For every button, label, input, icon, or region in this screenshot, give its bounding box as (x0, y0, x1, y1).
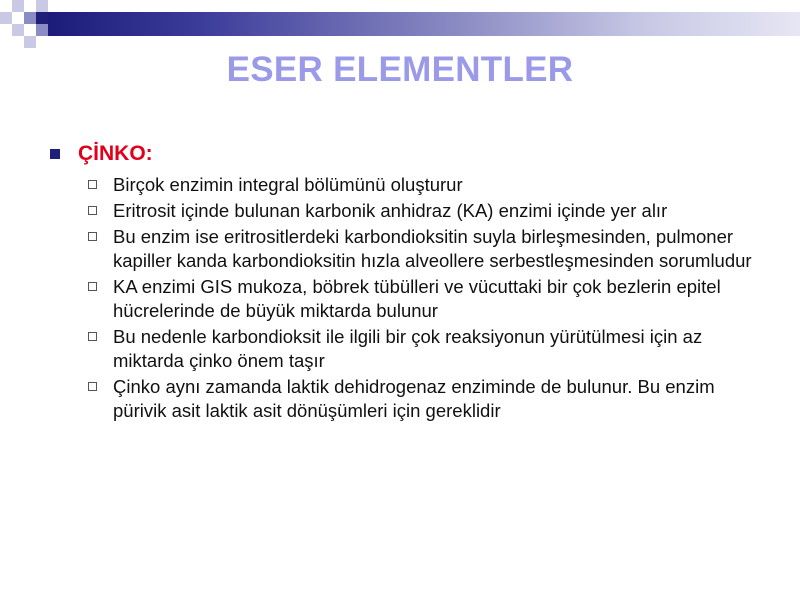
slide-title: ESER ELEMENTLER (226, 50, 574, 89)
header-gradient-bar (48, 12, 800, 36)
decor-square (0, 12, 12, 24)
decor-square (0, 24, 12, 36)
list-item (48, 275, 768, 323)
list-item (48, 173, 768, 197)
decor-square (24, 36, 36, 48)
decor-square (24, 12, 36, 24)
list-item-text: Bu nedenle karbondioksit ile ilgili bir çok reaksiyonun yürütülmesi için az miktarda çinko önem taşır (113, 326, 703, 371)
list-item (48, 325, 768, 373)
bullet-list (48, 173, 768, 423)
hollow-square-bullet-icon (88, 382, 97, 391)
decor-square (36, 0, 48, 12)
decor-square (12, 12, 24, 24)
hollow-square-bullet-icon (88, 180, 97, 189)
list-item (48, 225, 768, 273)
decor-square (12, 24, 24, 36)
decor-square (24, 24, 36, 36)
decor-square (36, 24, 48, 36)
list-item-text: Eritrosit içinde bulunan karbonik anhidraz (KA) enzimi içinde yer alır (113, 200, 668, 221)
heading-text: ÇİNKO: (78, 142, 153, 165)
hollow-square-bullet-icon (88, 282, 97, 291)
list-item-text: Birçok enzimin integral bölümünü oluşturur (113, 174, 463, 195)
list-item-text: Çinko aynı zamanda laktik dehidrogenaz enziminde de bulunur. Bu enzim pürivik asit laktik asit dönüşümleri için gereklidir (113, 376, 715, 421)
header-decoration (0, 0, 800, 50)
heading-bullet (48, 141, 768, 167)
hollow-square-bullet-icon (88, 232, 97, 241)
list-item-text: KA enzimi GIS mukoza, böbrek tübülleri ve vücuttaki bir çok bezlerin epitel hücrelerinde de büyük miktarda bulunur (113, 276, 721, 321)
square-bullet-icon (50, 149, 60, 159)
list-item (48, 375, 768, 423)
decor-square (24, 0, 36, 12)
decor-square (12, 0, 24, 12)
decor-square (36, 12, 48, 24)
decor-square (0, 0, 12, 12)
hollow-square-bullet-icon (88, 206, 97, 215)
slide-content (48, 141, 768, 425)
list-item-text: Bu enzim ise eritrositlerdeki karbondioksitin suyla birleşmesinden, pulmoner kapiller kanda karbondioksitin hızla alveollere serbestleşmesinden sorumludur (113, 226, 752, 271)
list-item (48, 199, 768, 223)
hollow-square-bullet-icon (88, 332, 97, 341)
